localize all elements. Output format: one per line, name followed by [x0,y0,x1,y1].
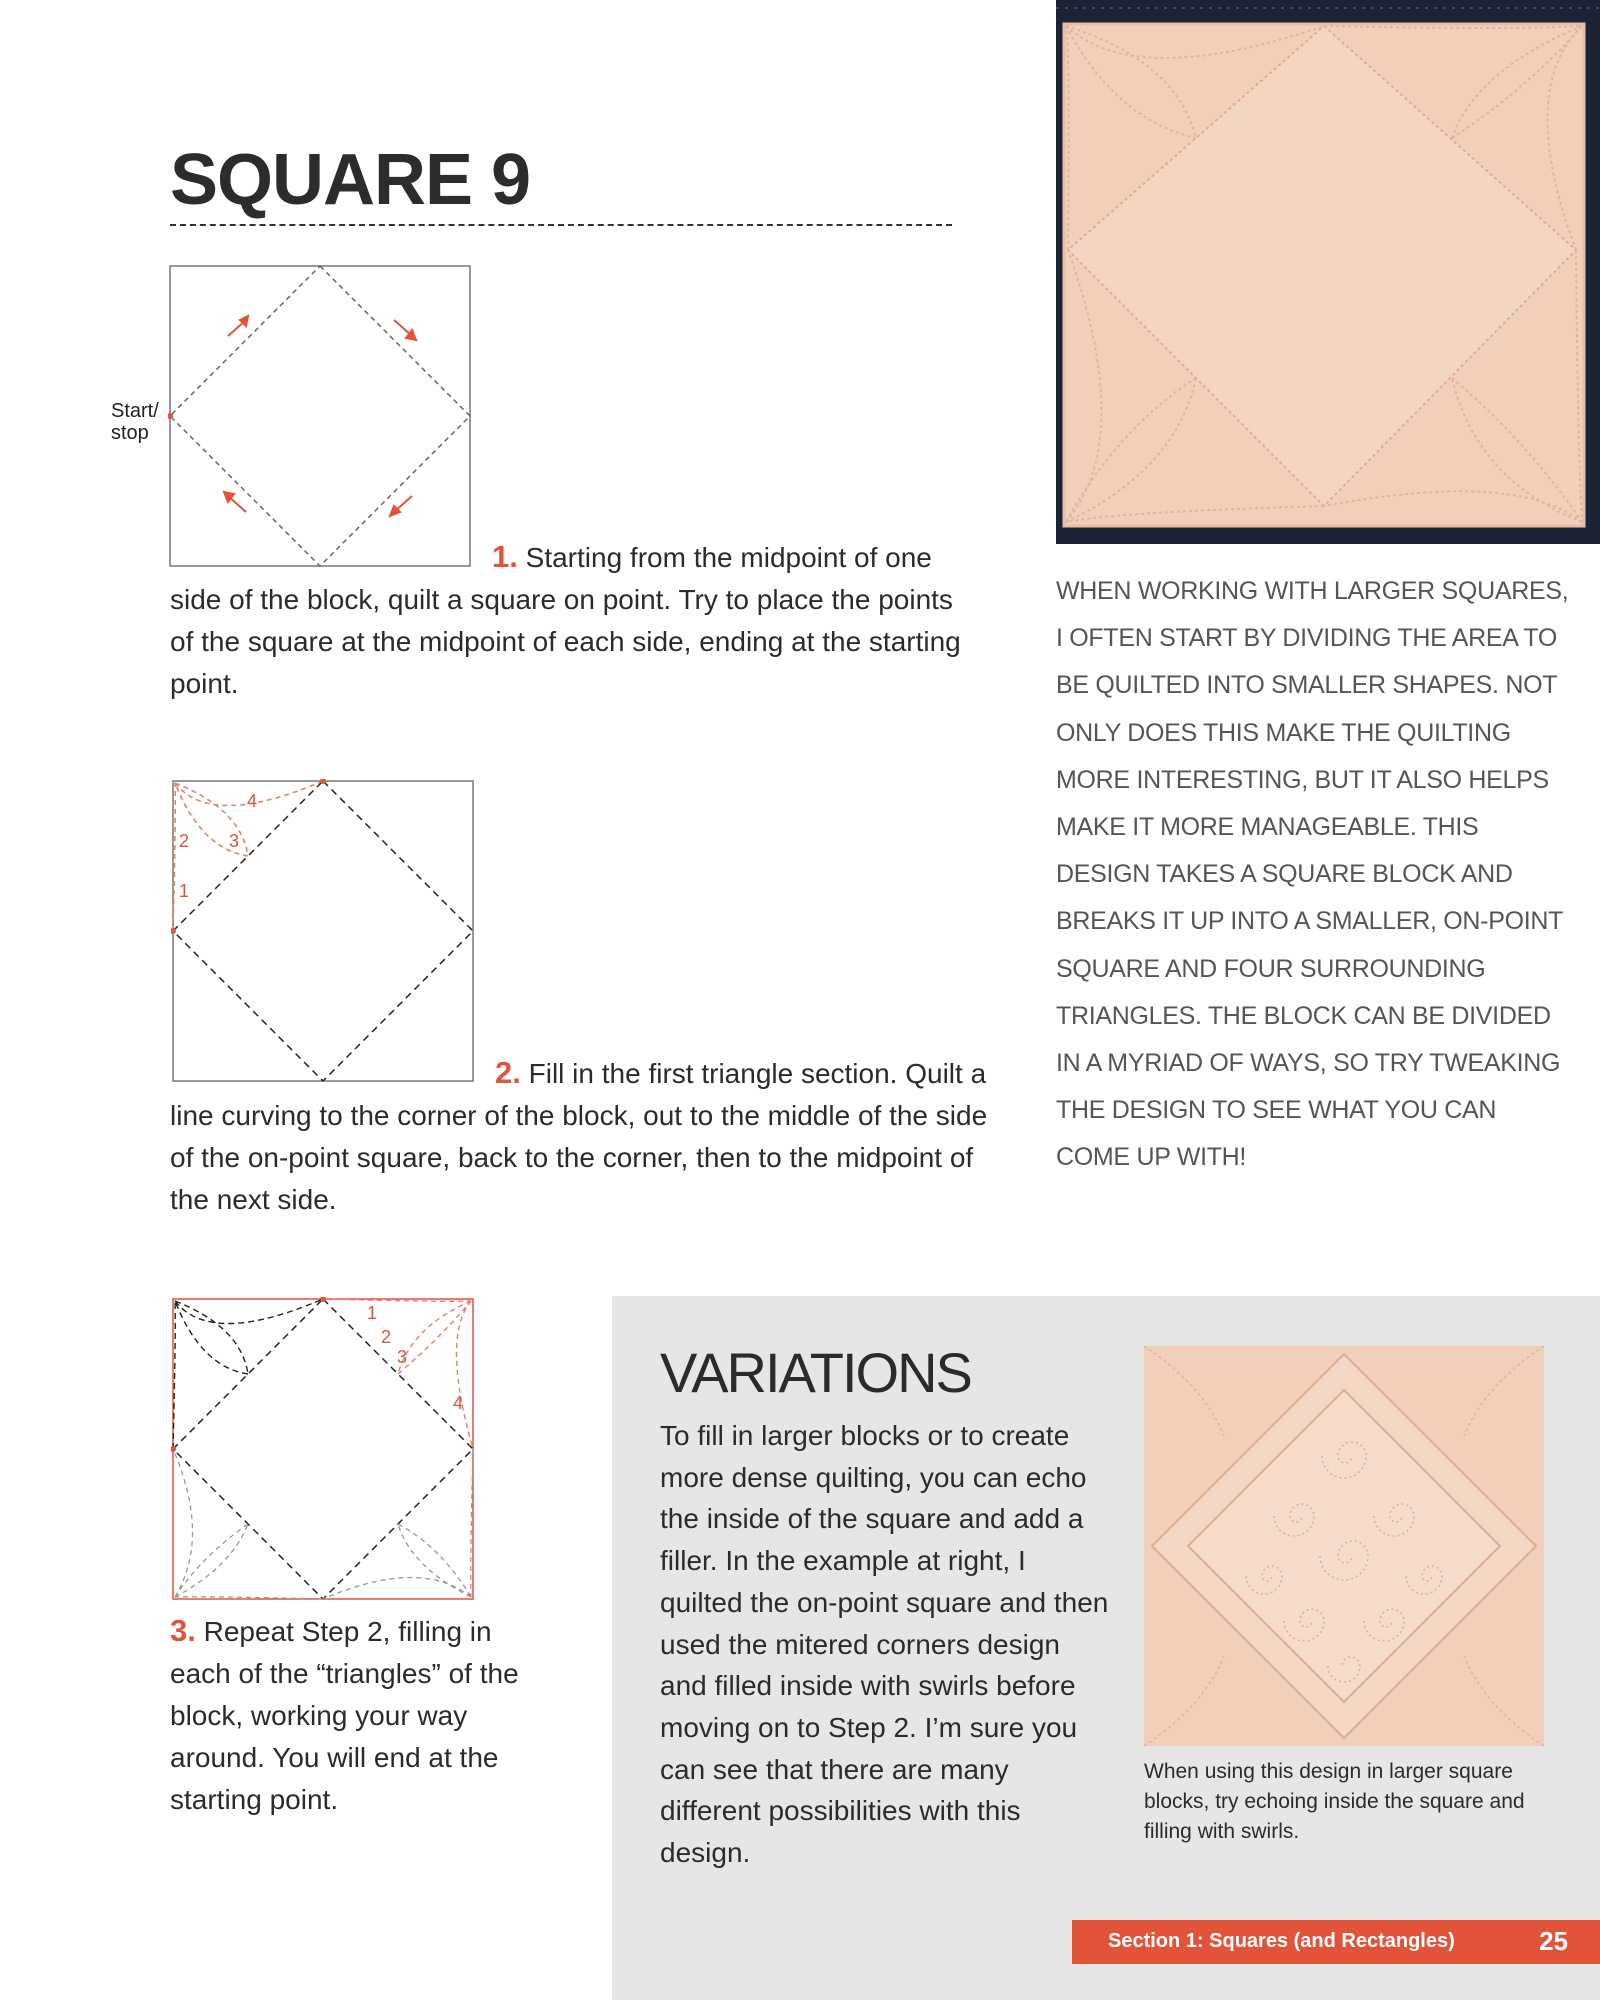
variations-body: To fill in larger blocks or to create more dense quilting, you can echo the inside of the square and add a filler. In the example at right, I quilted the on-point square and then used the mitered corners design and filled inside with swirls before moving on to Step 2. I’m sure you can see that there are many different possibilities with this design. [660,1420,1109,1869]
step-3-number: 3. [170,1613,196,1648]
step-2-number: 2. [495,1055,521,1090]
step2-label-3: 3 [229,831,240,851]
step-3 [170,1610,560,1821]
variations-title: VARIATIONS [660,1341,971,1404]
variation-quilt-photo [1144,1346,1544,1746]
start-stop-label: Start/ stop [111,400,159,444]
footer-bar [1072,1920,1600,1964]
step2-label-2: 2 [179,831,190,851]
side-note: WHEN WORKING WITH LARGER SQUARES, I OFTEN START BY DIVIDING THE AREA TO BE QUILTED INTO SMALLER SHAPES. NOT ONLY DOES THIS MAKE THE QUILTING MORE INTERESTING, BUT IT ALSO HELPS MAKE IT MORE MANAGEABLE. THIS DESIGN TAKES A SQUARE BLOCK AND BREAKS IT UP INTO A SMALLER, ON-POINT SQUARE AND FOUR SURROUNDING TRIANGLES. THE BLOCK CAN BE DIVIDED IN A MYRIAD OF WAYS, SO TRY TWEAKING THE DESIGN TO SEE WHAT YOU CAN COME UP WITH! [1056,577,1569,1172]
step-1-text: Starting from the midpoint of one side of the block, quilt a square on point. Try to place the points of the square at the midpoint of each side, ending at the starting point. [170,542,961,699]
variation-photo-caption: When using this design in larger square blocks, try echoing inside the square and filling with swirls. [1144,1760,1525,1843]
step-1 [170,536,982,705]
step-2-text: Fill in the first triangle section. Quilt a line curving to the corner of the block, out to the middle of the side of the on-point square, back to the corner, then to the midpoint of the next side. [170,1058,988,1215]
step-3-text: Repeat Step 2, filling in each of the “triangles” of the block, working your way around. You will end at the starting point. [170,1616,519,1815]
step3-label-1: 1 [367,1303,378,1323]
step2-label-1: 1 [179,881,190,901]
step1-diagram [168,264,472,568]
step2-diagram [171,779,475,1083]
quilted-block-photo [1056,0,1600,544]
step3-diagram [171,1297,475,1601]
page-number: 25 [1539,1926,1568,1956]
step2-label-4: 4 [247,791,258,811]
title-divider [170,224,952,226]
step3-label-2: 2 [381,1327,392,1347]
step3-label-3: 3 [397,1347,408,1367]
step3-label-4: 4 [453,1393,464,1413]
footer-section-title: Section 1: Squares (and Rectangles) [1108,1930,1455,1952]
step-1-number: 1. [492,539,518,574]
step-2 [170,1052,1016,1221]
page-title: SQUARE 9 [170,140,531,220]
